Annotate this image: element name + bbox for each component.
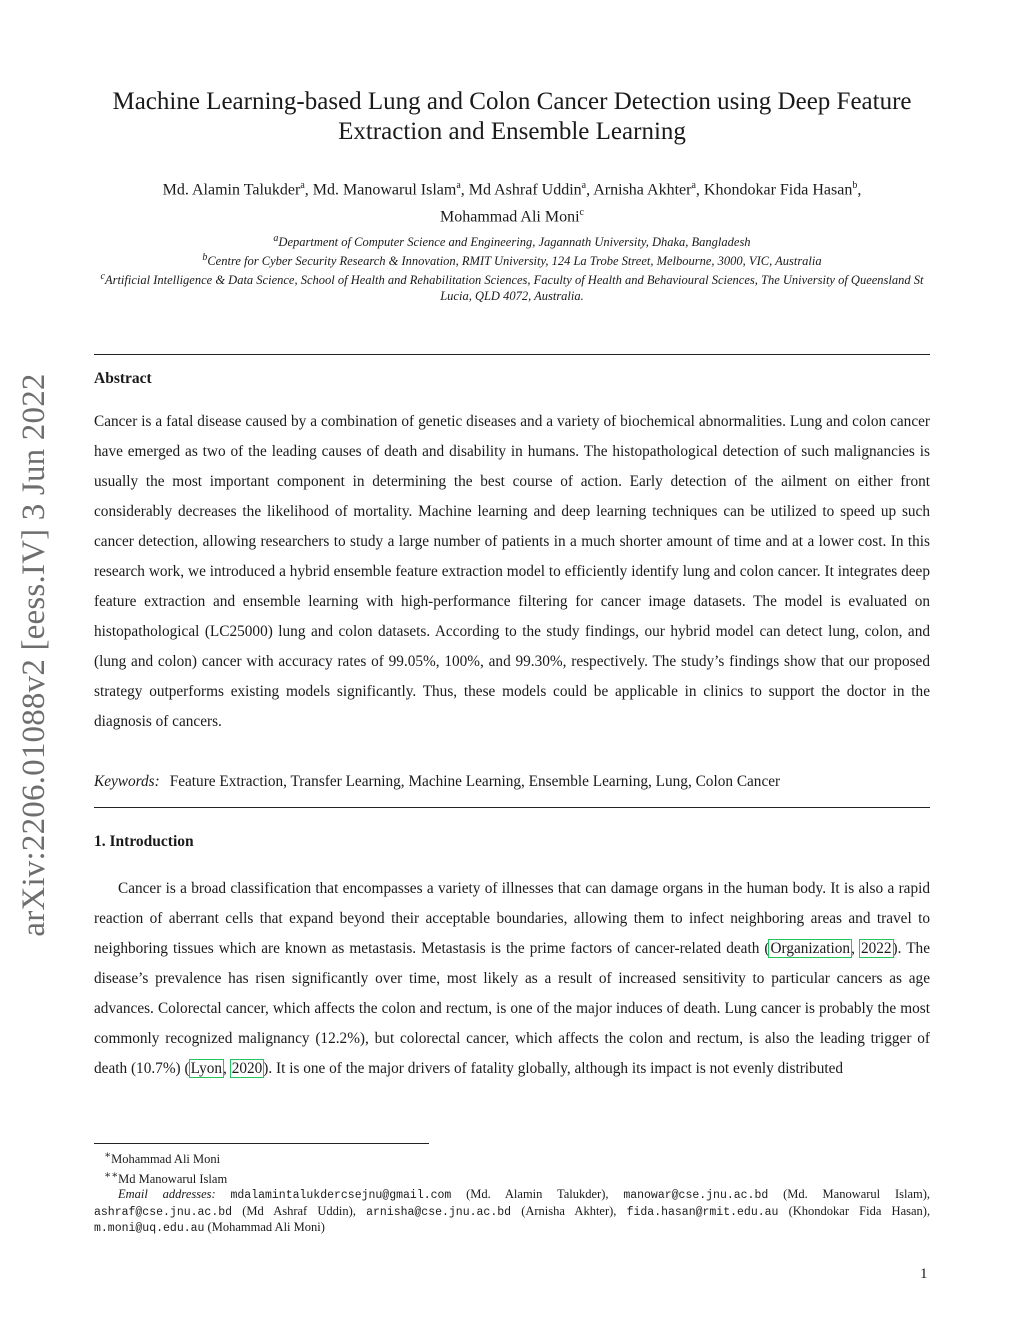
- email-link[interactable]: ashraf@cse.jnu.ac.bd: [94, 1205, 233, 1219]
- page-number: 1: [920, 1266, 928, 1282]
- email-label: Email addresses:: [118, 1187, 216, 1202]
- email-owner: (Khondokar Fida Hasan),: [788, 1203, 931, 1218]
- affiliation-text: Artificial Intelligence & Data Science, School of Health and Rehabilitation Sciences, Faculty of Health and Behavioural Sciences, The University of Queensland St Lucia, QLD 4072, Australia.: [104, 273, 924, 304]
- section-heading-introduction: 1. Introduction: [94, 833, 194, 850]
- abstract-text: Cancer is a fatal disease caused by a combination of genetic diseases and a variety of biochemical abnormalities. Lung and colon cancer have emerged as two of the leading causes of death and disability in humans. The histopathological detection of such malignancies is usually the most important component in determining the best course of action. Early detection of the ailment on either front considerably decreases the likelihood of mortality. Machine learning and deep learning techniques can be utilized to speed up such cancer detection, allowing researchers to study a large number of patients in a much shorter amount of time and at a lower cost. In this research work, we introduced a hybrid ensemble feature extraction model to efficiently identify lung and colon cancer. It integrates deep feature extraction and ensemble learning with high-performance filtering for cancer image datasets. The model is evaluated on histopathological (LC25000) lung and colon datasets. According to the study findings, our hybrid model can detect lung, colon, and (lung and colon) cancer with accuracy rates of 99.05%, 100%, and 99.30%, respectively. The study’s findings show that our proposed strategy outperforms existing models significantly. Thus, these models could be applicable in clinics to support the doctor in the diagnosis of cancers.: [94, 413, 930, 730]
- affiliation-list: [94, 231, 930, 304]
- email-owner: (Md Ashraf Uddin),: [242, 1203, 356, 1218]
- paper-title: Machine Learning-based Lung and Colon Cancer Detection using Deep Feature Extraction and Ensemble Learning: [112, 88, 912, 145]
- arxiv-identifier: arXiv:2206.01088v2 [eess.IV] 3 Jun 2022: [16, 373, 52, 937]
- citation-year-link[interactable]: 2022: [860, 940, 892, 957]
- email-owner: (Md. Manowarul Islam),: [783, 1187, 931, 1202]
- email-link[interactable]: manowar@cse.jnu.ac.bd: [623, 1189, 769, 1203]
- body-text: ). The disease’s prevalence has risen significantly over time, most likely as a result of increased sensitivity to particular cancers as age advances. Colorectal cancer, which affects the colon and rectum, is one of the major induces of death. Lung cancer is probably the most commonly recognized malignancy (12.2%), but colorectal cancer, which affects the colon and rectum, is also the leading trigger of death (10.7%) (: [94, 940, 930, 1077]
- affiliation-mark: b: [202, 252, 208, 264]
- keywords-label: Keywords:: [94, 773, 160, 790]
- citation-link[interactable]: Lyon: [190, 1060, 223, 1077]
- email-link[interactable]: arnisha@cse.jnu.ac.bd: [366, 1205, 512, 1219]
- abstract-bottom-rule: [94, 807, 930, 808]
- affiliation-text: Department of Computer Science and Engineering, Jagannath University, Dhaka, Bangladesh: [278, 235, 751, 250]
- author-name: Arnisha Akhter: [593, 181, 692, 199]
- author-affiliation-mark: c: [579, 207, 584, 219]
- email-owner: (Md. Alamin Talukder),: [466, 1187, 609, 1202]
- author-name: Md. Alamin Talukder: [162, 181, 301, 199]
- footnote-corresponding-2: [94, 1168, 930, 1188]
- keywords-text: Feature Extraction, Transfer Learning, Machine Learning, Ensemble Learning, Lung, Colon Cancer: [169, 773, 781, 790]
- footnote-mark: ∗∗: [104, 1169, 119, 1181]
- abstract-heading: Abstract: [94, 370, 152, 387]
- email-owner: (Mohammad Ali Moni): [207, 1220, 325, 1235]
- affiliation: [94, 250, 930, 269]
- introduction-paragraph: Cancer is a broad classification that encompasses a variety of illnesses that can damage organs in the human body. It is also a rapid reaction of aberrant cells that expand beyond their acceptable boundaries, allowing them to infect neighboring areas and travel to neighboring tissues which are known as metastasis. Metastasis is the prime factors of cancer-related death (Organization, 2022). The disease’s prevalence has risen significantly over time, most likely as a result of increased sensitivity to particular cancers as age advances. Colorectal cancer, which affects the colon and rectum, is one of the major induces of death. Lung cancer is probably the most commonly recognized malignancy (12.2%), but colorectal cancer, which affects the colon and rectum, is also the leading trigger of death (10.7%) (Lyon, 2020). It is one of the major drivers of fatality globally, although its impact is not evenly distributed: [94, 880, 930, 1077]
- author-affiliation-mark: b: [852, 180, 858, 191]
- author-affiliation-mark: a: [581, 180, 587, 191]
- affiliation-mark: a: [273, 233, 279, 244]
- affiliation: [94, 231, 930, 250]
- body-text: Cancer is a broad classification that encompasses a variety of illnesses that can damage organs in the human body. It is also a rapid reaction of aberrant cells that expand beyond their acceptable boundaries, allowing them to infect neighboring areas and travel to neighboring tissues which are known as metastasis. Metastasis is the prime factors of cancer-related death (: [94, 880, 930, 957]
- author-name: Mohammad Ali Moni: [439, 208, 580, 226]
- author-list: Md. Alamin Talukder$^a$, Md. Manowarul Islam$^a$, Md Ashraf Uddin$^a$, Arnisha Akhter$^a$, Khondokar Fida Hasan$^b$, Mohammad Ali Moni$^c$: [162, 180, 862, 226]
- email-link[interactable]: fida.hasan@rmit.edu.au: [626, 1205, 779, 1219]
- citation-year-link[interactable]: 2020: [231, 1060, 263, 1077]
- author-name: Md. Manowarul Islam: [312, 181, 457, 199]
- affiliation-mark: c: [100, 271, 105, 283]
- author-affiliation-mark: a: [691, 180, 696, 191]
- footnote-corresponding-1: [94, 1148, 930, 1168]
- email-link[interactable]: m.moni@uq.edu.au: [94, 1222, 205, 1236]
- footnote-text: Mohammad Ali Moni: [111, 1152, 221, 1167]
- footnote-rule: [94, 1143, 429, 1144]
- author-affiliation-mark: a: [300, 180, 305, 191]
- footnote-email-addresses: [94, 1187, 930, 1237]
- author-affiliation-mark: a: [456, 180, 461, 191]
- abstract-top-rule: [94, 354, 930, 355]
- author-name: Khondokar Fida Hasan: [703, 181, 853, 199]
- email-owner: (Arnisha Akhter),: [521, 1203, 617, 1218]
- keywords: [94, 770, 930, 794]
- email-link[interactable]: mdalamintalukdercsejnu@gmail.com: [230, 1189, 452, 1203]
- body-text: ). It is one of the major drivers of fatality globally, although its impact is not evenly distributed: [263, 1060, 844, 1077]
- author-name: Md Ashraf Uddin: [468, 181, 582, 199]
- footnote-mark: ∗: [104, 1150, 112, 1161]
- footnote-text: Md Manowarul Islam: [118, 1171, 228, 1186]
- footnotes: [94, 1148, 930, 1237]
- citation-link[interactable]: Organization: [770, 940, 851, 957]
- affiliation-text: Centre for Cyber Security Research & Innovation, RMIT University, 124 La Trobe Street, Melbourne, 3000, VIC, Australia: [207, 254, 822, 269]
- affiliation: [94, 269, 930, 304]
